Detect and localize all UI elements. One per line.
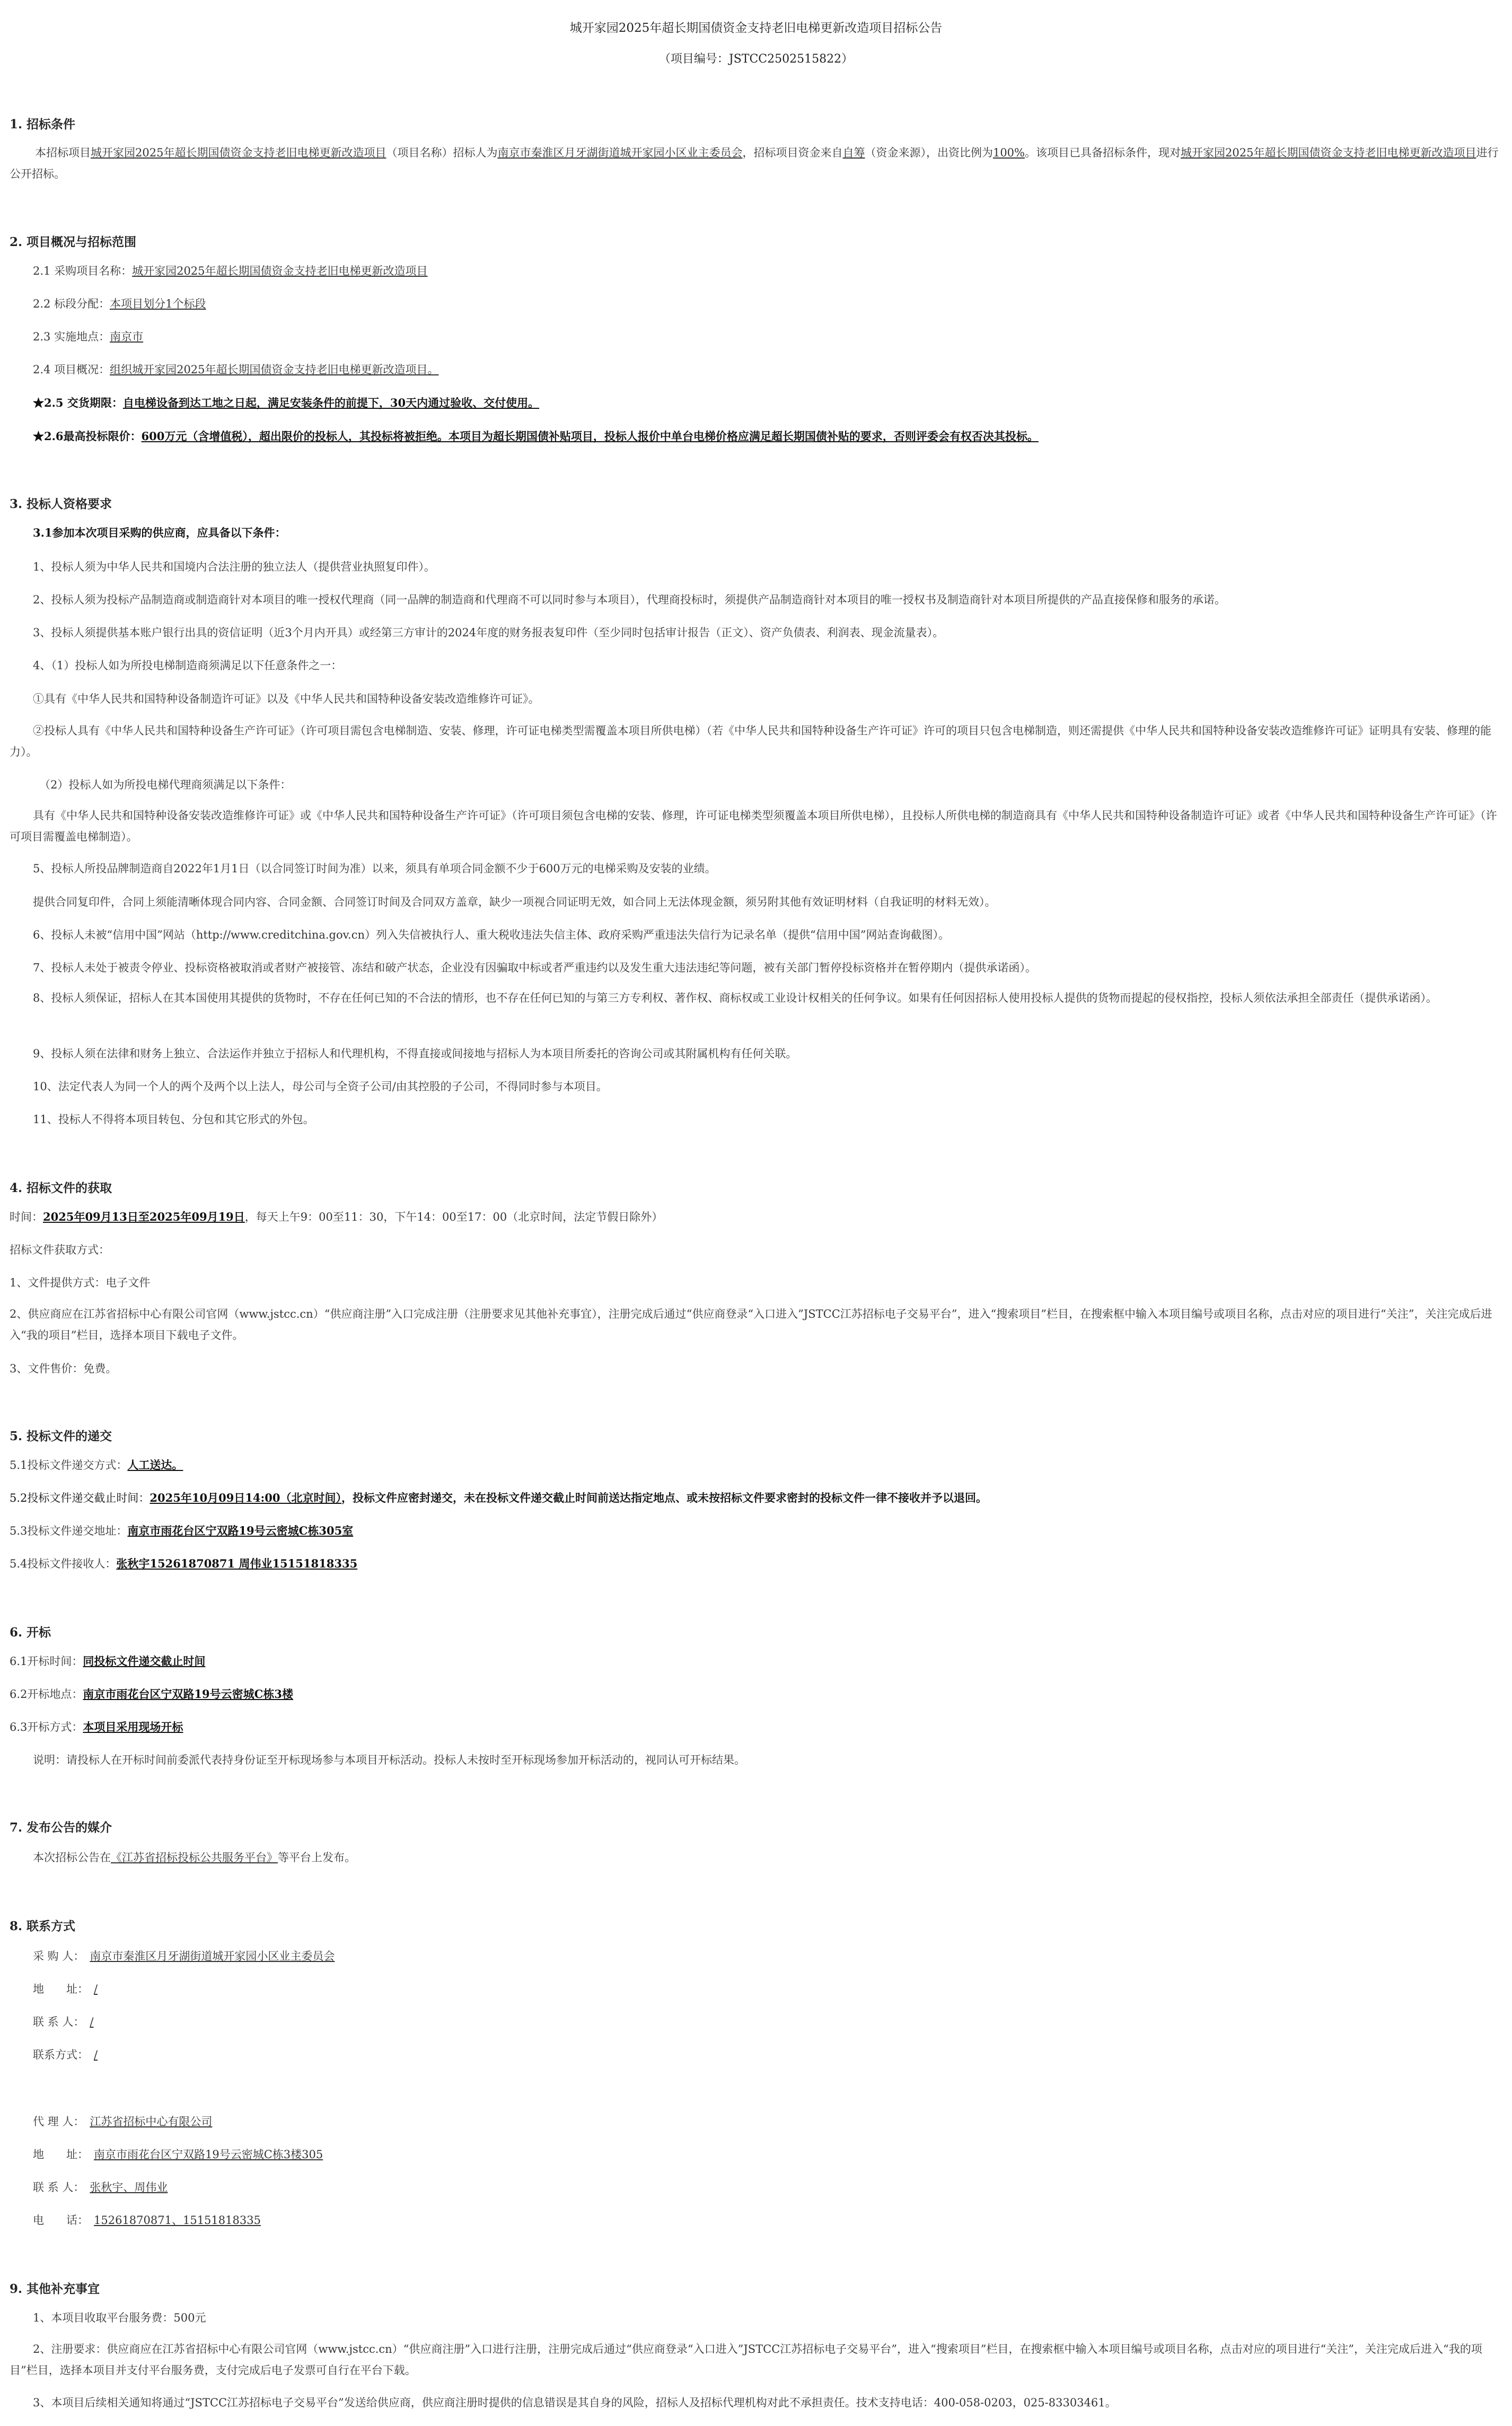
submit-method: 5.1投标文件递交方式：人工送达。 <box>10 1458 183 1472</box>
req-3: 3、投标人须提供基本账户银行出具的资信证明（近3个月内开具）或经第三方审计的2024年度的财务报表复印件（至少同时包括审计报告（正文）、资产负债表、利润表、现金流量表）。 <box>33 626 944 639</box>
item-2-5: ★2.5 交货期限：自电梯设备到达工地之日起，满足安装条件的前提下，30天内通过验收、交付使用。 <box>33 396 540 409</box>
req-5: 5、投标人所投品牌制造商自2022年1月1日（以合同签订时间为准）以来，须具有单项合同金额不少于600万元的电梯采购及安装的业绩。 <box>33 862 716 875</box>
agent-contact: 联 系 人： 张秋宇、周伟业 <box>33 2181 168 2194</box>
other-1: 1、本项目收取平台服务费：500元 <box>33 2311 206 2324</box>
media-link[interactable]: 《江苏省招标投标公共服务平台》 <box>111 1851 278 1864</box>
project-name-link: 城开家园2025年超长期国债资金支持老旧电梯更新改造项目 <box>91 146 386 159</box>
req-6: 6、投标人未被“信用中国”网站（http://www.creditchina.gov.cn）列入失信被执行人、重大税收违法失信主体、政府采购严重违法失信行为记录名单（提供“信用中国”网站查询截图）。 <box>33 929 950 941</box>
item-2-2: 2.2 标段分配：本项目划分1个标段 <box>33 297 206 310</box>
open-time: 6.1开标时间：同投标文件递交截止时间 <box>10 1654 206 1668</box>
project-code: （项目编号：JSTCC2502515822） <box>658 52 854 66</box>
acquire-m3: 3、文件售价：免费。 <box>10 1362 117 1375</box>
acquire-m2: 2、供应商应在江苏省招标中心有限公司官网（www.jstcc.cn）“供应商注册”入口完成注册（注册要求见其他补充事宜），注册完成后通过“供应商登录“入口进入”JSTCC江苏招标电子交易平台”，进入“搜索项目”栏目，在搜索框中输入本项目编号或项目名称，点击对应的项目进行“关注”，关注完成后进入“我的项目”栏目，选择本项目下载电子文件。 <box>10 1308 1492 1342</box>
submit-address: 5.3投标文件递交地址：南京市雨花台区宁双路19号云密城C栋305室 <box>10 1524 354 1537</box>
buyer-address: 地 址： / <box>33 1983 98 1995</box>
media-line: 本次招标公告在《江苏省招标投标公共服务平台》等平台上发布。 <box>33 1851 356 1864</box>
section-4-heading: 4. 招标文件的获取 <box>10 1181 112 1195</box>
notice-title: 城开家园2025年超长期国债资金支持老旧电梯更新改造项目招标公告 <box>569 21 943 35</box>
buyer: 采 购 人： 南京市秦淮区月牙湖街道城开家园小区业主委员会 <box>33 1950 335 1963</box>
req-5b: 提供合同复印件，合同上须能清晰体现合同内容、合同金额、合同签订时间及合同双方盖章，缺少一项视合同证明无效，如合同上无法体现金额，须另附其他有效证明材料（自我证明的材料无效）。 <box>33 896 996 908</box>
section-9-heading: 9. 其他补充事宜 <box>10 2282 100 2296</box>
item-2-4: 2.4 项目概况：组织城开家园2025年超长期国债资金支持老旧电梯更新改造项目。 <box>33 363 439 376</box>
acquire-method: 招标文件获取方式： <box>10 1243 110 1256</box>
agent-phone: 电 话： 15261870871、15151818335 <box>33 2214 261 2227</box>
acquire-time: 时间：2025年09月13日至2025年09月19日，每天上午9：00至11：30，下午14：00至17：00（北京时间，法定节假日除外） <box>10 1210 663 1223</box>
owner-link: 南京市秦淮区月牙湖街道城开家园小区业主委员会 <box>497 146 743 159</box>
section-6-heading: 6. 开标 <box>10 1625 51 1640</box>
req-8: 8、投标人须保证，招标人在其本国使用其提供的货物时，不存在任何已知的不合法的情形，也不存在任何已知的与第三方专利权、著作权、商标权或工业设计权相关的任何争议。如果有任何因招标人使用投标人提供的货物而提起的侵权指控，投标人须依法承担全部责任（提供承诺函）。 <box>33 992 1437 1004</box>
other-2: 2、注册要求：供应商应在江苏省招标中心有限公司官网（www.jstcc.cn）“供应商注册”入口进行注册，注册完成后通过“供应商登录“入口进入”JSTCC江苏招标电子交易平台”，进入“搜索项目”栏目，在搜索框中输入本项目编号或项目名称，点击对应的项目进行“关注”，关注完成后进入“我的项目”栏目，选择本项目并支付平台服务费，支付完成后电子发票可自行在平台下载。 <box>10 2343 1482 2377</box>
req-9: 9、投标人须在法律和财务上独立、合法运作并独立于招标人和代理机构，不得直接或间接地与招标人为本项目所委托的咨询公司或其附属机构有任何关联。 <box>33 1047 797 1060</box>
section-8-heading: 8. 联系方式 <box>10 1919 76 1933</box>
buyer-contact: 联 系 人： / <box>33 2016 94 2028</box>
open-place: 6.2开标地点：南京市雨花台区宁双路19号云密城C栋3楼 <box>10 1687 293 1701</box>
section-1-heading: 1. 招标条件 <box>10 117 76 132</box>
buyer-phone: 联系方式： / <box>33 2048 98 2061</box>
agent: 代 理 人： 江苏省招标中心有限公司 <box>33 2115 213 2128</box>
req-2: 2、投标人须为投标产品制造商或制造商针对本项目的唯一授权代理商（同一品牌的制造商和代理商不可以同时参与本项目），代理商投标时，须提供产品制造商针对本项目的唯一授权书及制造商针对本项目所提供的产品直接保修和服务的承诺。 <box>33 593 1226 606</box>
req-1: 1、投标人须为中华人民共和国境内合法注册的独立法人（提供营业执照复印件）。 <box>33 560 435 573</box>
section-1-paragraph: 本招标项目城开家园2025年超长期国债资金支持老旧电梯更新改造项目（项目名称）招标人为南京市秦淮区月牙湖街道城开家园小区业主委员会，招标项目资金来自自筹（资金来源），出资比例为100%。该项目已具备招标条件，现对城开家园2025年超长期国债资金支持老旧电梯更新改造项目进行公开招标。 <box>10 146 1499 180</box>
section-5-heading: 5. 投标文件的递交 <box>10 1429 112 1443</box>
section-3-heading: 3. 投标人资格要求 <box>10 497 112 511</box>
agent-address: 地 址： 南京市雨花台区宁双路19号云密城C栋3楼305 <box>33 2148 323 2161</box>
section-2-heading: 2. 项目概况与招标范围 <box>10 235 137 249</box>
req-sub: 3.1参加本次项目采购的供应商，应具备以下条件： <box>33 526 286 539</box>
section-7-heading: 7. 发布公告的媒介 <box>10 1820 112 1835</box>
submit-deadline: 5.2投标文件递交截止时间：2025年10月09日14:00（北京时间），投标文件应密封递交，未在投标文件递交截止时间前送达指定地点、或未按招标文件要求密封的投标文件一律不接收并予以退回。 <box>10 1491 987 1504</box>
item-2-3: 2.3 实施地点：南京市 <box>33 330 144 343</box>
item-2-6: ★2.6最高投标限价：600万元（含增值税），超出限价的投标人，其投标将被拒绝。本项目为超长期国债补贴项目，投标人报价中单台电梯价格应满足超长期国债补贴的要求，否则评委会有权否决其投标。 <box>33 430 1039 443</box>
open-method: 6.3开标方式：本项目采用现场开标 <box>10 1720 183 1733</box>
req-4a: ①具有《中华人民共和国特种设备制造许可证》以及《中华人民共和国特种设备安装改造维修许可证》。 <box>33 693 540 705</box>
req-11: 11、投标人不得将本项目转包、分包和其它形式的外包。 <box>33 1113 314 1126</box>
submit-receiver: 5.4投标文件接收人：张秋宇15261870871 周伟业15151818335 <box>10 1557 358 1570</box>
item-2-1: 2.1 采购项目名称：城开家园2025年超长期国债资金支持老旧电梯更新改造项目 <box>33 265 428 277</box>
req-4c: （2）投标人如为所投电梯代理商须满足以下条件： <box>39 778 292 791</box>
req-4d: 具有《中华人民共和国特种设备安装改造维修许可证》或《中华人民共和国特种设备生产许可证》（许可项目须包含电梯的安装、修理，许可证电梯类型须覆盖本项目所供电梯），且投标人所供电梯的制造商具有《中华人民共和国特种设备制造许可证》或者《中华人民共和国特种设备生产许可证》（许可项目需覆盖电梯制造）。 <box>10 809 1497 843</box>
open-note: 说明：请投标人在开标时间前委派代表持身份证至开标现场参与本项目开标活动。投标人未按时至开标现场参加开标活动的，视同认可开标结果。 <box>33 1754 745 1766</box>
acquire-m1: 1、文件提供方式：电子文件 <box>10 1276 151 1289</box>
req-10: 10、法定代表人为同一个人的两个及两个以上法人，母公司与全资子公司/由其控股的子公司，不得同时参与本项目。 <box>33 1080 608 1093</box>
other-3: 3、本项目后续相关通知将通过“JSTCC江苏招标电子交易平台”发送给供应商，供应商注册时提供的信息错误是其自身的风险，招标人及招标代理机构对此不承担责任。技术支持电话：400-058-0203，025-83303461。 <box>33 2396 1117 2409</box>
req-4: 4、（1）投标人如为所投电梯制造商须满足以下任意条件之一： <box>33 659 342 672</box>
req-4b: ②投标人具有《中华人民共和国特种设备生产许可证》（许可项目需包含电梯制造、安装、修理，许可证电梯类型需覆盖本项目所供电梯）（若《中华人民共和国特种设备生产许可证》许可的项目只包含电梯制造，则还需提供《中华人民共和国特种设备安装改造维修许可证》证明具有安装、修理的能力）。 <box>10 724 1491 758</box>
req-7: 7、投标人未处于被责令停业、投标资格被取消或者财产被接管、冻结和破产状态，企业没有因骗取中标或者严重违约以及发生重大违法违纪等问题，被有关部门暂停投标资格并在暂停期内（提供承诺函）。 <box>33 961 1036 974</box>
